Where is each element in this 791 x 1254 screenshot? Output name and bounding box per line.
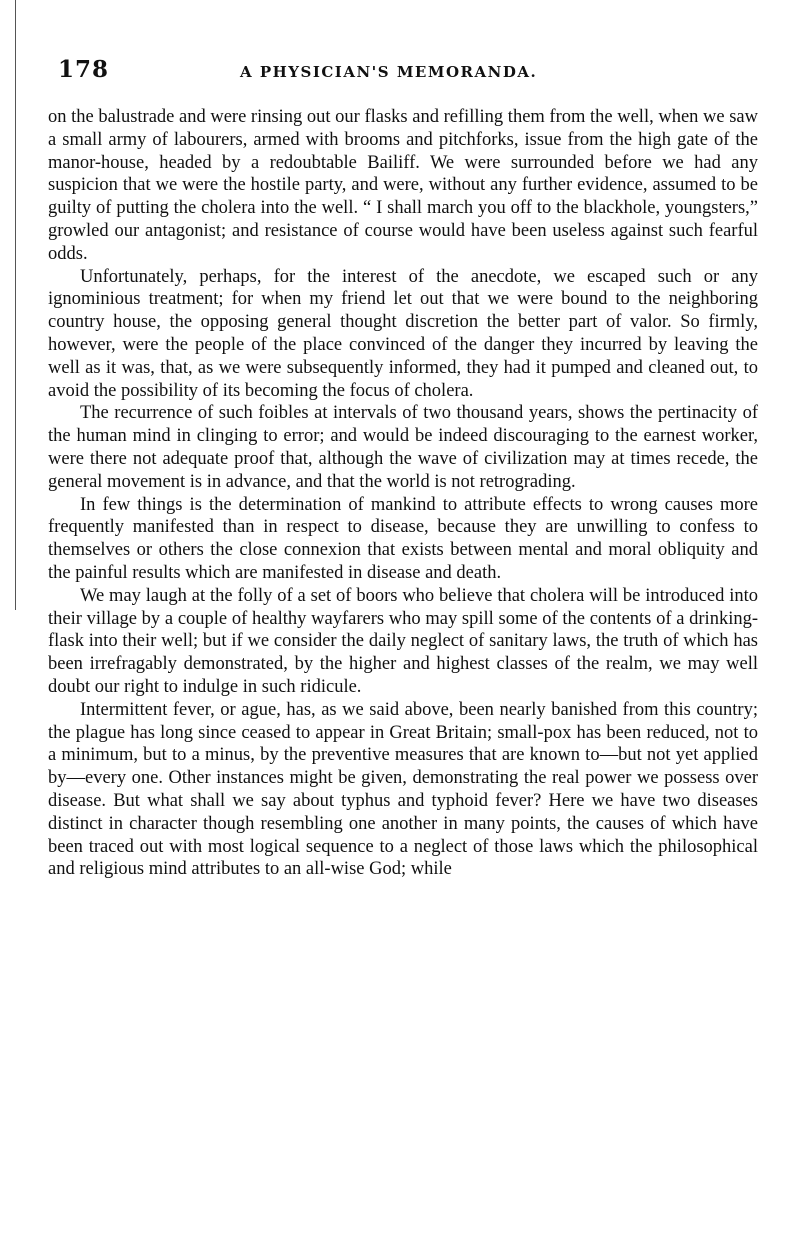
paragraph: In few things is the determination of mankind to attribute effects to wrong causes more frequently manifested than in respect to disease, because they are unwilling to confess to themselves or others the close connexion that exists between mental and moral obliquity and the painful results which are manifested in disease and death.	[48, 494, 758, 583]
running-title: A PHYSICIAN'S MEMORANDA.	[240, 63, 538, 81]
page-edge-rule	[15, 0, 16, 610]
page-number: 178	[58, 56, 110, 83]
paragraph: We may laugh at the folly of a set of boors who believe that cholera will be introduced into their village by a couple of healthy wayfarers who may spill some of the contents of a drinking-flask into their well; but if we consider the daily neglect of sanitary laws, the truth of which has been irrefragably demonstrated, by the higher and highest classes of the realm, we may well doubt our right to indulge in such ridicule.	[48, 585, 758, 697]
body-text	[48, 106, 758, 881]
paragraph-continued: on the balustrade and were rinsing out our flasks and refilling them from the well, when we saw a small army of labourers, armed with brooms and pitchforks, issue from the high gate of the manor-house, headed by a redoubtable Bailiff. We were surrounded before we had any suspicion that we were the hostile party, and were, without any further evidence, assumed to be guilty of putting the cholera into the well. “ I shall march you off to the blackhole, youngsters,” growled our antagonist; and resistance of course would have been useless against such fearful odds.	[48, 107, 759, 264]
paragraph: Intermittent fever, or ague, has, as we said above, been nearly banished from this country; the plague has long since ceased to appear in Great Britain; small-pox has been reduced, not to a minimum, but to a minus, by the preventive measures that are known to—but not yet applied by—every one. Other instances might be given, demonstrating the real power we possess over disease. But what shall we say about typhus and typhoid fever? Here we have two diseases distinct in character though resembling one another in many points, the causes of which have been traced out with most logical sequence to a neglect of those laws which the philosophical and religious mind attributes to an all-wise God; while	[48, 699, 758, 880]
paragraph: Unfortunately, perhaps, for the interest of the anecdote, we escaped such or any ignominious treatment; for when my friend let out that we were bound to the neighboring country house, the opposing general thought discretion the better part of valor. So firmly, however, were the people of the place convinced of the danger they incurred by leaving the well as it was, that, as we were subsequently informed, they had it pumped and cleaned out, to avoid the possibility of its becoming the focus of cholera.	[48, 266, 758, 401]
page-header	[58, 56, 758, 90]
paragraph: The recurrence of such foibles at intervals of two thousand years, shows the pertinacity of the human mind in clinging to error; and would be indeed discouraging to the earnest worker, were there not adequate proof that, although the wave of civilization may at times recede, the general movement is in advance, and that the world is not retrograding.	[48, 403, 758, 492]
